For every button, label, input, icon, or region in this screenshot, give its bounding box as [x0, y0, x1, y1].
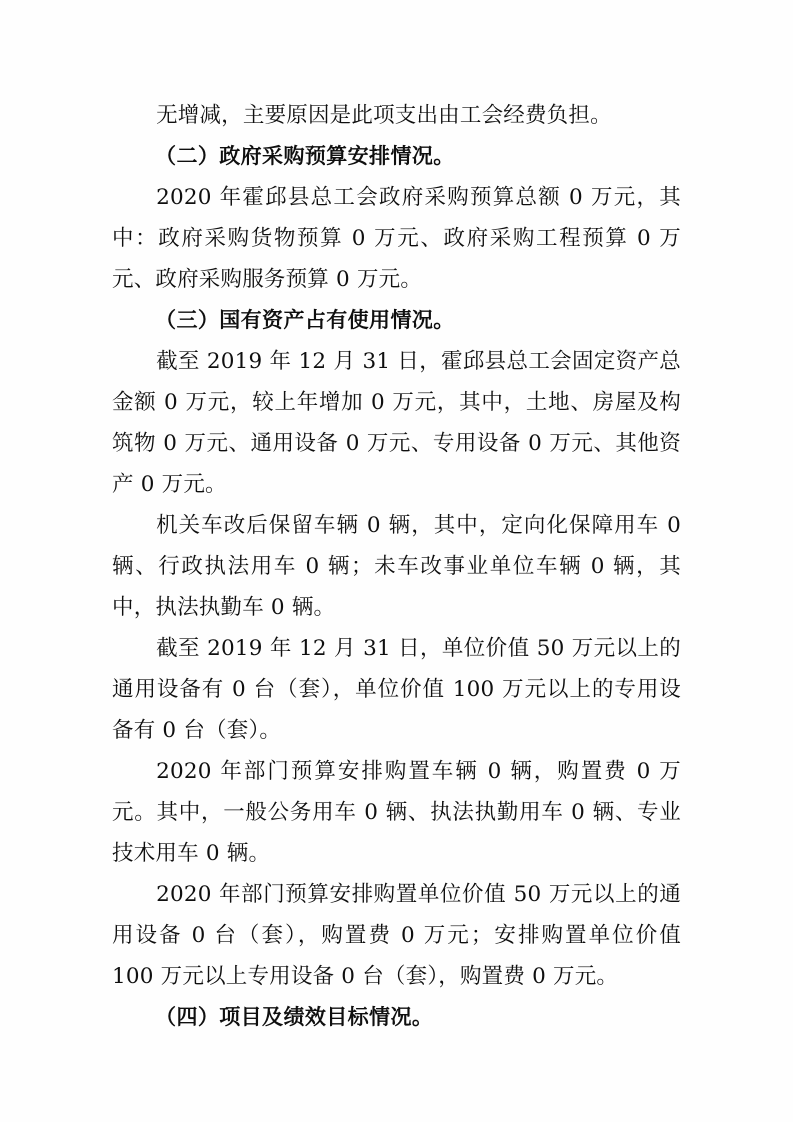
document-body [112, 95, 681, 1038]
paragraph-procurement-budget: 2020 年霍邱县总工会政府采购预算总额 0 万元，其中：政府采购货物预算 0 万元、政府采购工程预算 0 万元、政府采购服务预算 0 万元。 [112, 185, 681, 292]
section-heading-project-performance: （四）项目及绩效目标情况。 [155, 1005, 434, 1029]
paragraph-vehicles: 机关车改后保留车辆 0 辆，其中，定向化保障用车 0 辆、行政执法用车 0 辆；未车改事业单位车辆 0 辆，其中，执法执勤车 0 辆。 [112, 513, 681, 620]
paragraph-fixed-assets: 截至 2019 年 12 月 31 日，霍邱县总工会固定资产总金额 0 万元，较上年增加 0 万元，其中，土地、房屋及构筑物 0 万元、通用设备 0 万元、专用设备 0 万元、其他资产 0 万元。 [112, 349, 681, 497]
section-heading-government-procurement: （二）政府采购预算安排情况。 [155, 144, 455, 168]
section-heading-state-assets: （三）国有资产占有使用情况。 [155, 308, 455, 332]
paragraph-continuation: 无增减，主要原因是此项支出由工会经费负担。 [156, 103, 612, 128]
paragraph-equipment-purchase-budget: 2020 年部门预算安排购置单位价值 50 万元以上的通用设备 0 台（套），购置费 0 万元；安排购置单位价值 100 万元以上专用设备 0 台（套），购置费 0 万元。 [112, 882, 681, 989]
paragraph-equipment-value: 截至 2019 年 12 月 31 日，单位价值 50 万元以上的通用设备有 0 台（套），单位价值 100 万元以上的专用设备有 0 台（套）。 [112, 636, 681, 743]
paragraph-vehicle-purchase-budget: 2020 年部门预算安排购置车辆 0 辆，购置费 0 万元。其中，一般公务用车 0 辆、执法执勤用车 0 辆、专业技术用车 0 辆。 [112, 759, 681, 866]
